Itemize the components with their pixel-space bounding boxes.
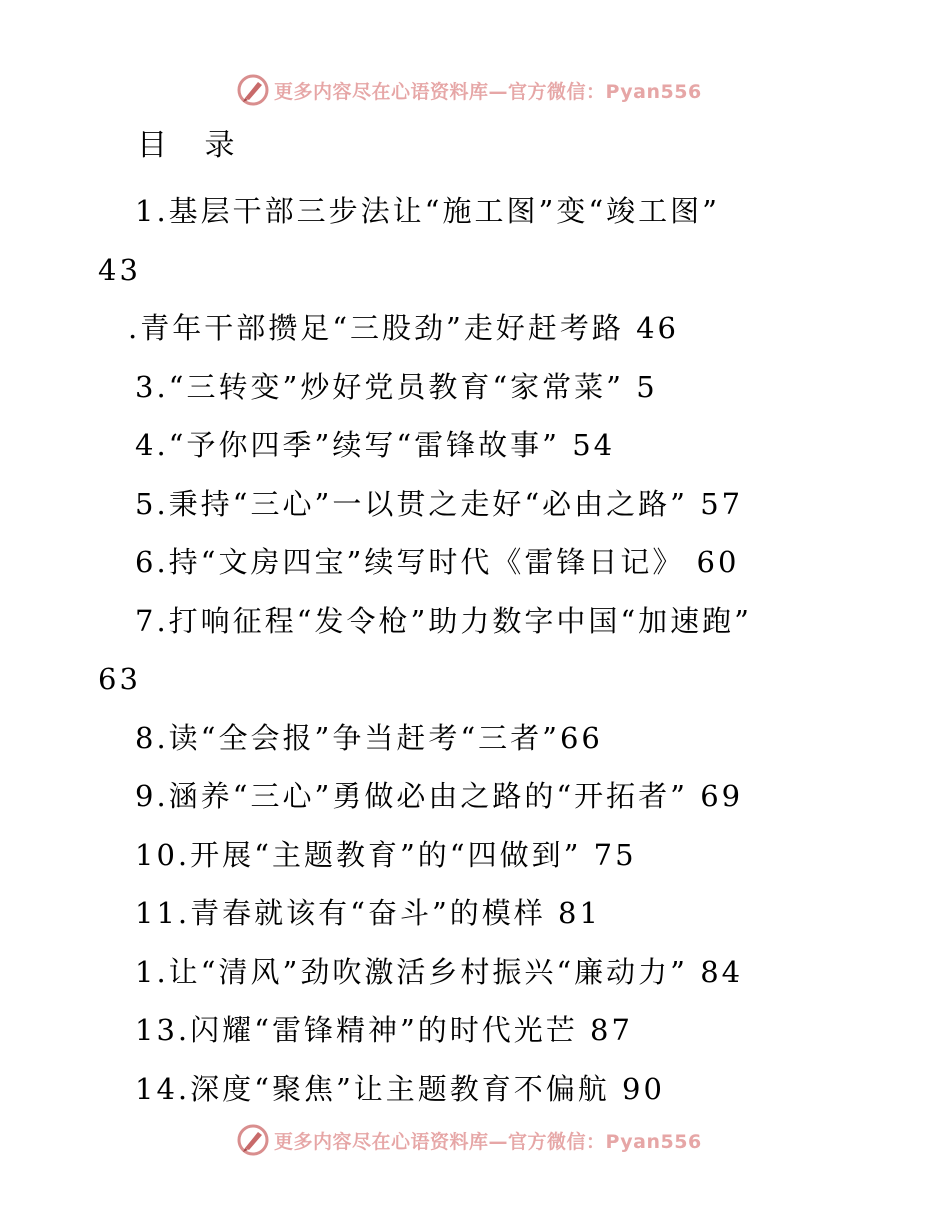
toc-entry: .青年干部攒足“三股劲”走好赶考路 46 bbox=[128, 311, 679, 345]
toc-entry: 6.持“文房四宝”续写时代《雷锋日记》 60 bbox=[135, 545, 740, 579]
toc-entry: 1.让“清风”劲吹激活乡村振兴“廉动力” 84 bbox=[135, 954, 744, 989]
toc-entry: 9.涵养“三心”勇做必由之路的“开拓者” 69 bbox=[135, 779, 744, 813]
toc-entry: 7.打响征程“发令枪”助力数字中国“加速跑” bbox=[135, 603, 752, 638]
toc-entry: 8.读“全会报”争当赶考“三者”66 bbox=[135, 720, 603, 755]
toc-entry: 11.青春就该有“奋斗”的模样 81 bbox=[135, 896, 601, 930]
toc-entry: 5.秉持“三心”一以贯之走好“必由之路” 57 bbox=[135, 486, 744, 521]
header-watermark bbox=[236, 72, 702, 108]
toc-page-number: 43 bbox=[98, 252, 141, 287]
toc-entry: 13.闪耀“雷锋精神”的时代光芒 87 bbox=[135, 1013, 633, 1047]
pen-logo-icon bbox=[236, 73, 270, 107]
pen-logo-icon bbox=[236, 1123, 270, 1157]
toc-list bbox=[0, 182, 950, 1118]
toc-entry: 4.“予你四季”续写“雷锋故事” 54 bbox=[135, 428, 616, 462]
toc-entry: 14.深度“聚焦”让主题教育不偏航 90 bbox=[135, 1071, 665, 1106]
watermark-text: 更多内容尽在心语资料库—官方微信：Pyan556 bbox=[274, 80, 702, 103]
toc-title: 目 录 bbox=[137, 128, 249, 163]
toc-entry: 3.“三转变”炒好党员教育“家常菜” 5 bbox=[135, 369, 658, 404]
watermark-text: 更多内容尽在心语资料库—官方微信：Pyan556 bbox=[274, 1130, 702, 1153]
footer-watermark bbox=[236, 1122, 702, 1158]
toc-page-number: 63 bbox=[98, 662, 141, 696]
toc-entry: 1.基层干部三步法让“施工图”变“竣工图” bbox=[135, 194, 720, 228]
toc-entry: 10.开展“主题教育”的“四做到” 75 bbox=[135, 837, 637, 872]
